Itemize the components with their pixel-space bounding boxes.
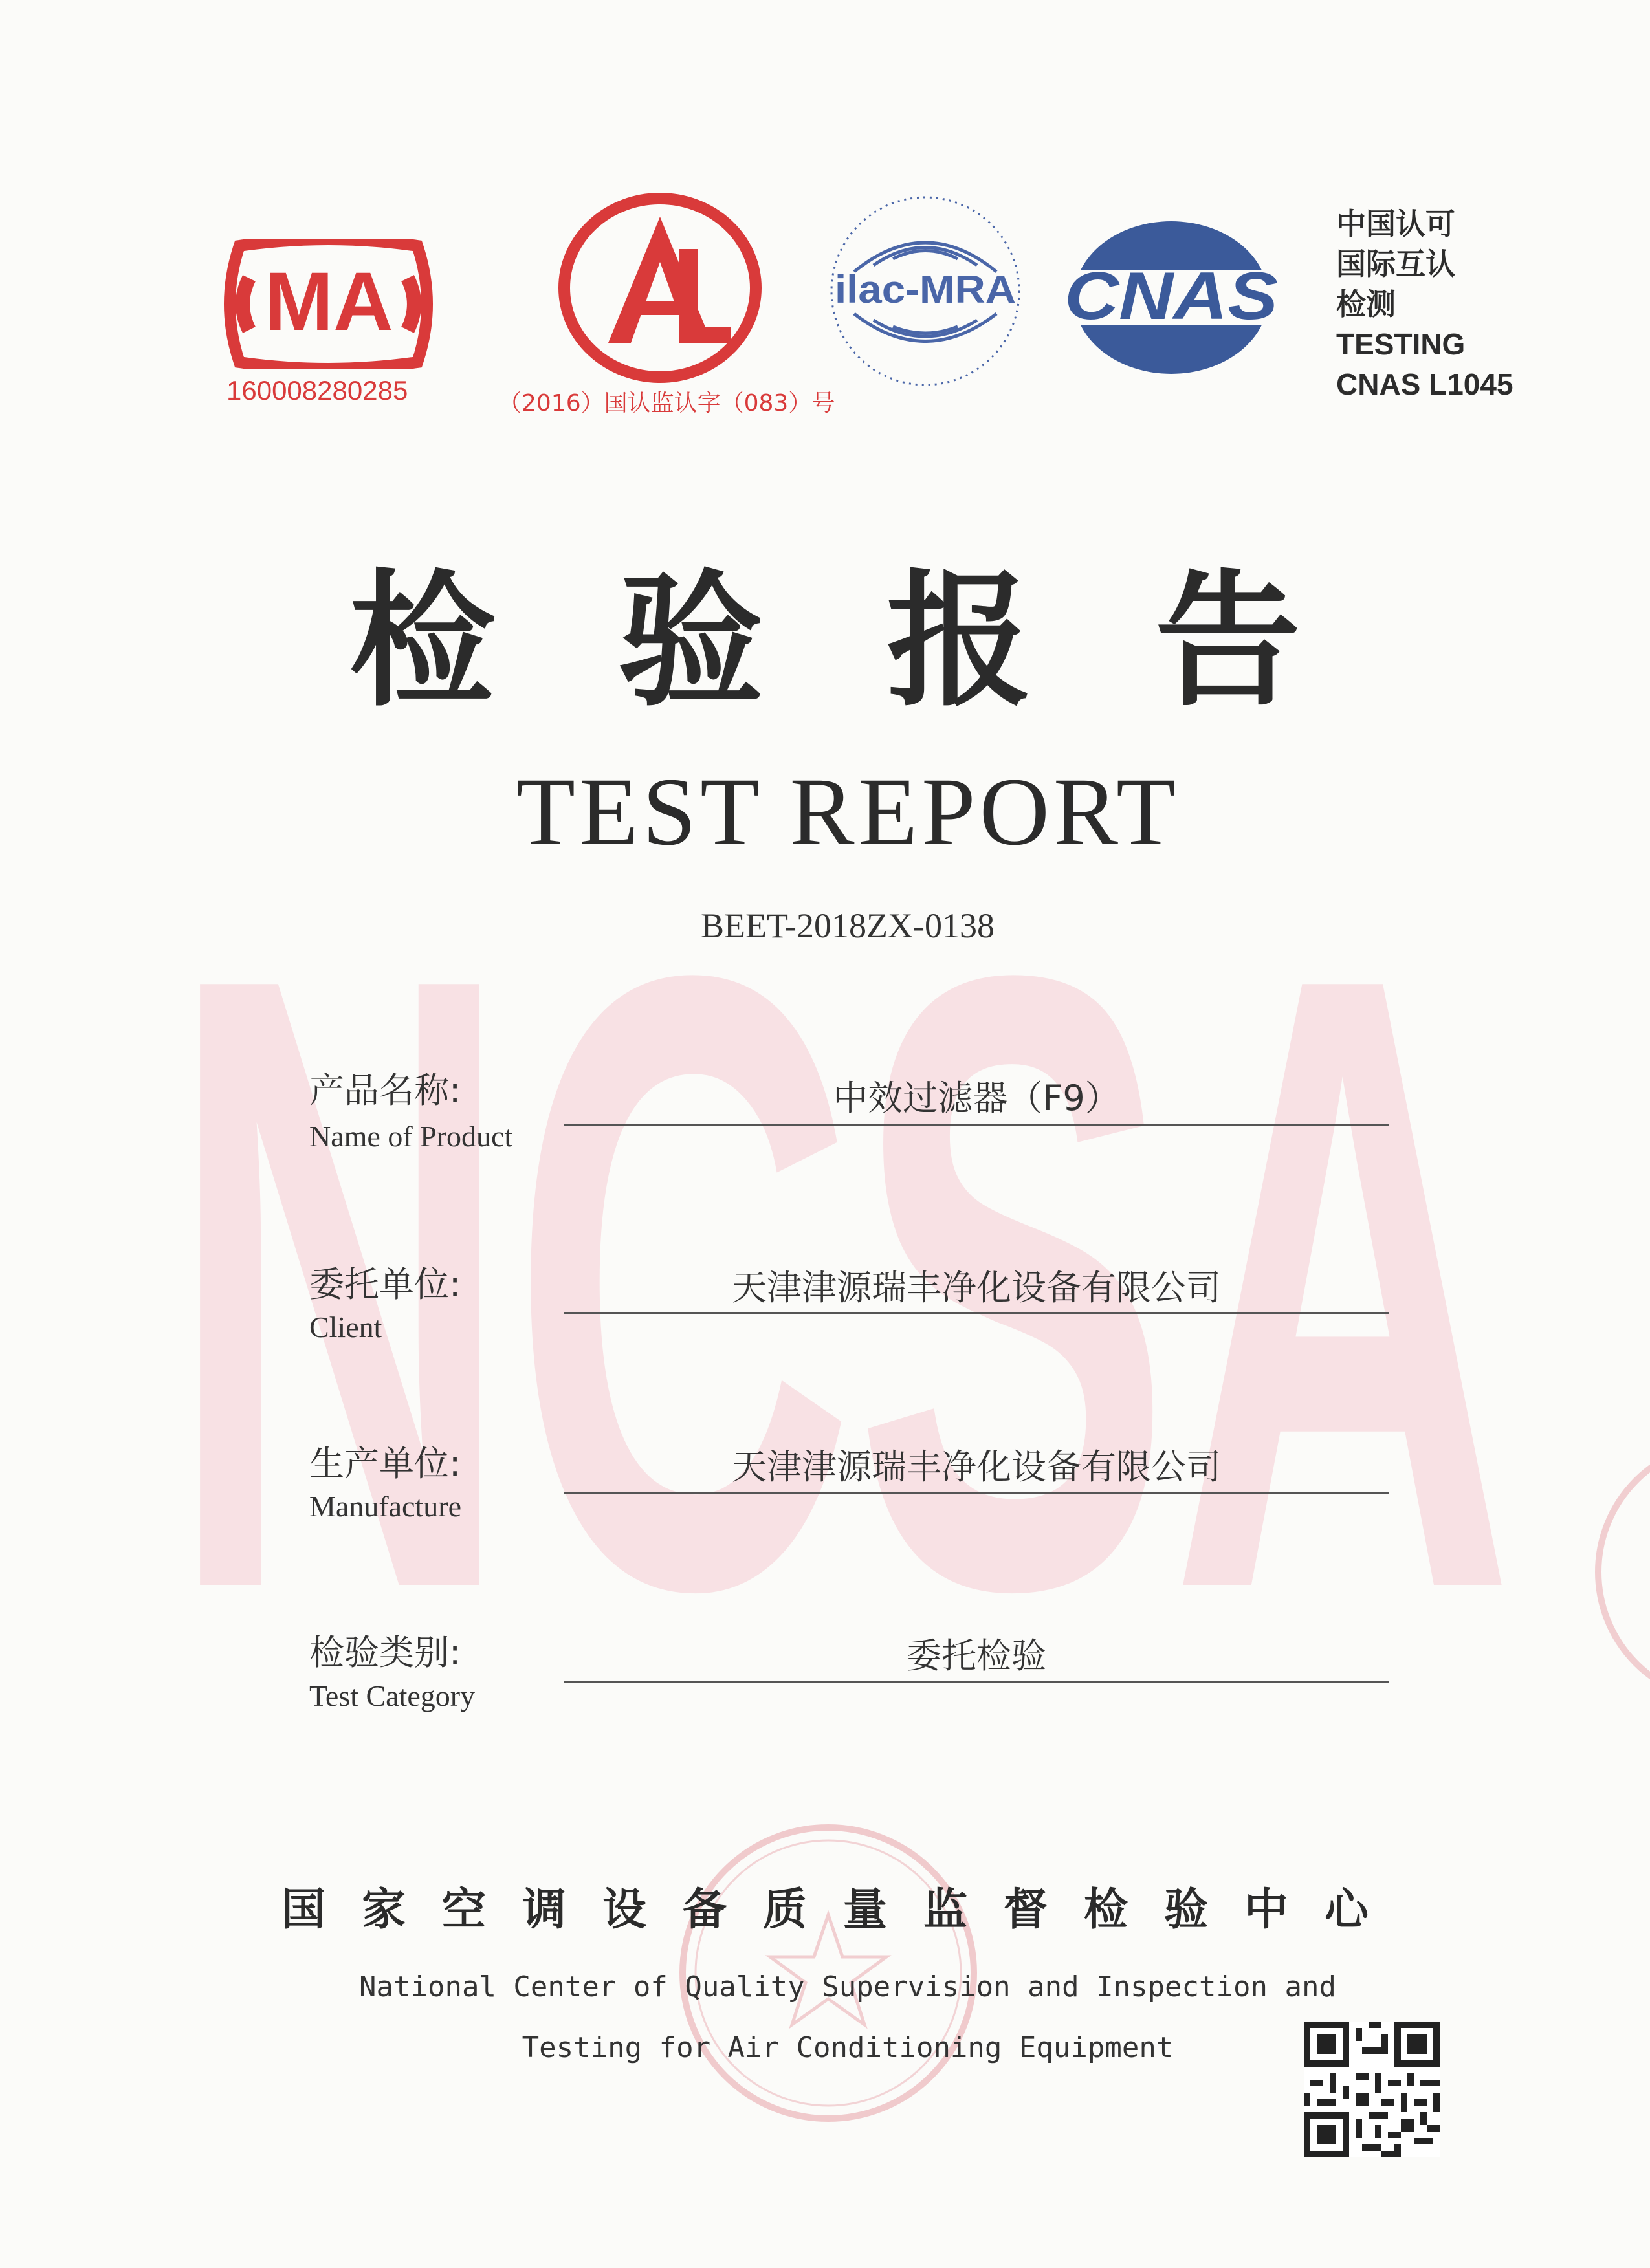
- field-underline: [564, 1312, 1389, 1314]
- edge-seal: [1579, 1436, 1650, 1708]
- field-label-en: Client: [309, 1311, 382, 1344]
- ilac-mra-logo: [828, 194, 1022, 388]
- field-underline: [564, 1124, 1389, 1126]
- field-label-cn: 生产单位:: [309, 1443, 461, 1484]
- field-underline: [564, 1681, 1389, 1683]
- organization-name-en-line2: Testing for Air Conditioning Equipment: [522, 2031, 1174, 2064]
- svg-text:NCSA: NCSA: [168, 795, 1514, 1771]
- accreditation-line: 检测: [1336, 287, 1396, 321]
- qr-code[interactable]: [1304, 2022, 1440, 2157]
- report-title-cn: 检验报告: [349, 557, 1424, 726]
- organization-name-cn: 国家空调设备质量监督检验中心: [281, 1884, 1405, 1935]
- cal-logo: [556, 191, 764, 385]
- svg-text:ilac-MRA: ilac-MRA: [835, 268, 1016, 311]
- svg-text:MA: MA: [264, 256, 393, 348]
- cma-number: 160008280285: [226, 375, 408, 406]
- accreditation-text: [1336, 204, 1513, 404]
- field-value: 中效过滤器（F9）: [833, 1078, 1120, 1118]
- field-value: 天津津源瑞丰净化设备有限公司: [732, 1267, 1221, 1308]
- accreditation-line: TESTING: [1336, 327, 1466, 361]
- field-value: 委托检验: [907, 1635, 1046, 1676]
- accreditation-line: 中国认可: [1336, 207, 1455, 241]
- field-value: 天津津源瑞丰净化设备有限公司: [732, 1446, 1221, 1487]
- field-label-en: Name of Product: [309, 1120, 513, 1153]
- accreditation-line: 国际互认: [1336, 247, 1455, 281]
- field-label-cn: 产品名称:: [309, 1070, 461, 1111]
- cnas-logo: [1058, 213, 1284, 382]
- field-label-cn: 检验类别:: [309, 1632, 461, 1673]
- accreditation-line: CNAS L1045: [1336, 367, 1513, 401]
- svg-text:CNAS: CNAS: [1064, 259, 1278, 334]
- report-title-en: TEST REPORT: [516, 758, 1180, 866]
- cal-number: （2016）国认监认字（083）号: [498, 390, 835, 417]
- field-label-en: Test Category: [309, 1679, 476, 1712]
- cma-logo: [220, 239, 437, 369]
- field-underline: [564, 1492, 1389, 1494]
- field-label-en: Manufacture: [309, 1490, 461, 1523]
- report-number: BEET-2018ZX-0138: [701, 906, 995, 945]
- field-label-cn: 委托单位:: [309, 1264, 461, 1305]
- organization-name-en-line1: National Center of Quality Supervision and Inspection and: [359, 1970, 1336, 2003]
